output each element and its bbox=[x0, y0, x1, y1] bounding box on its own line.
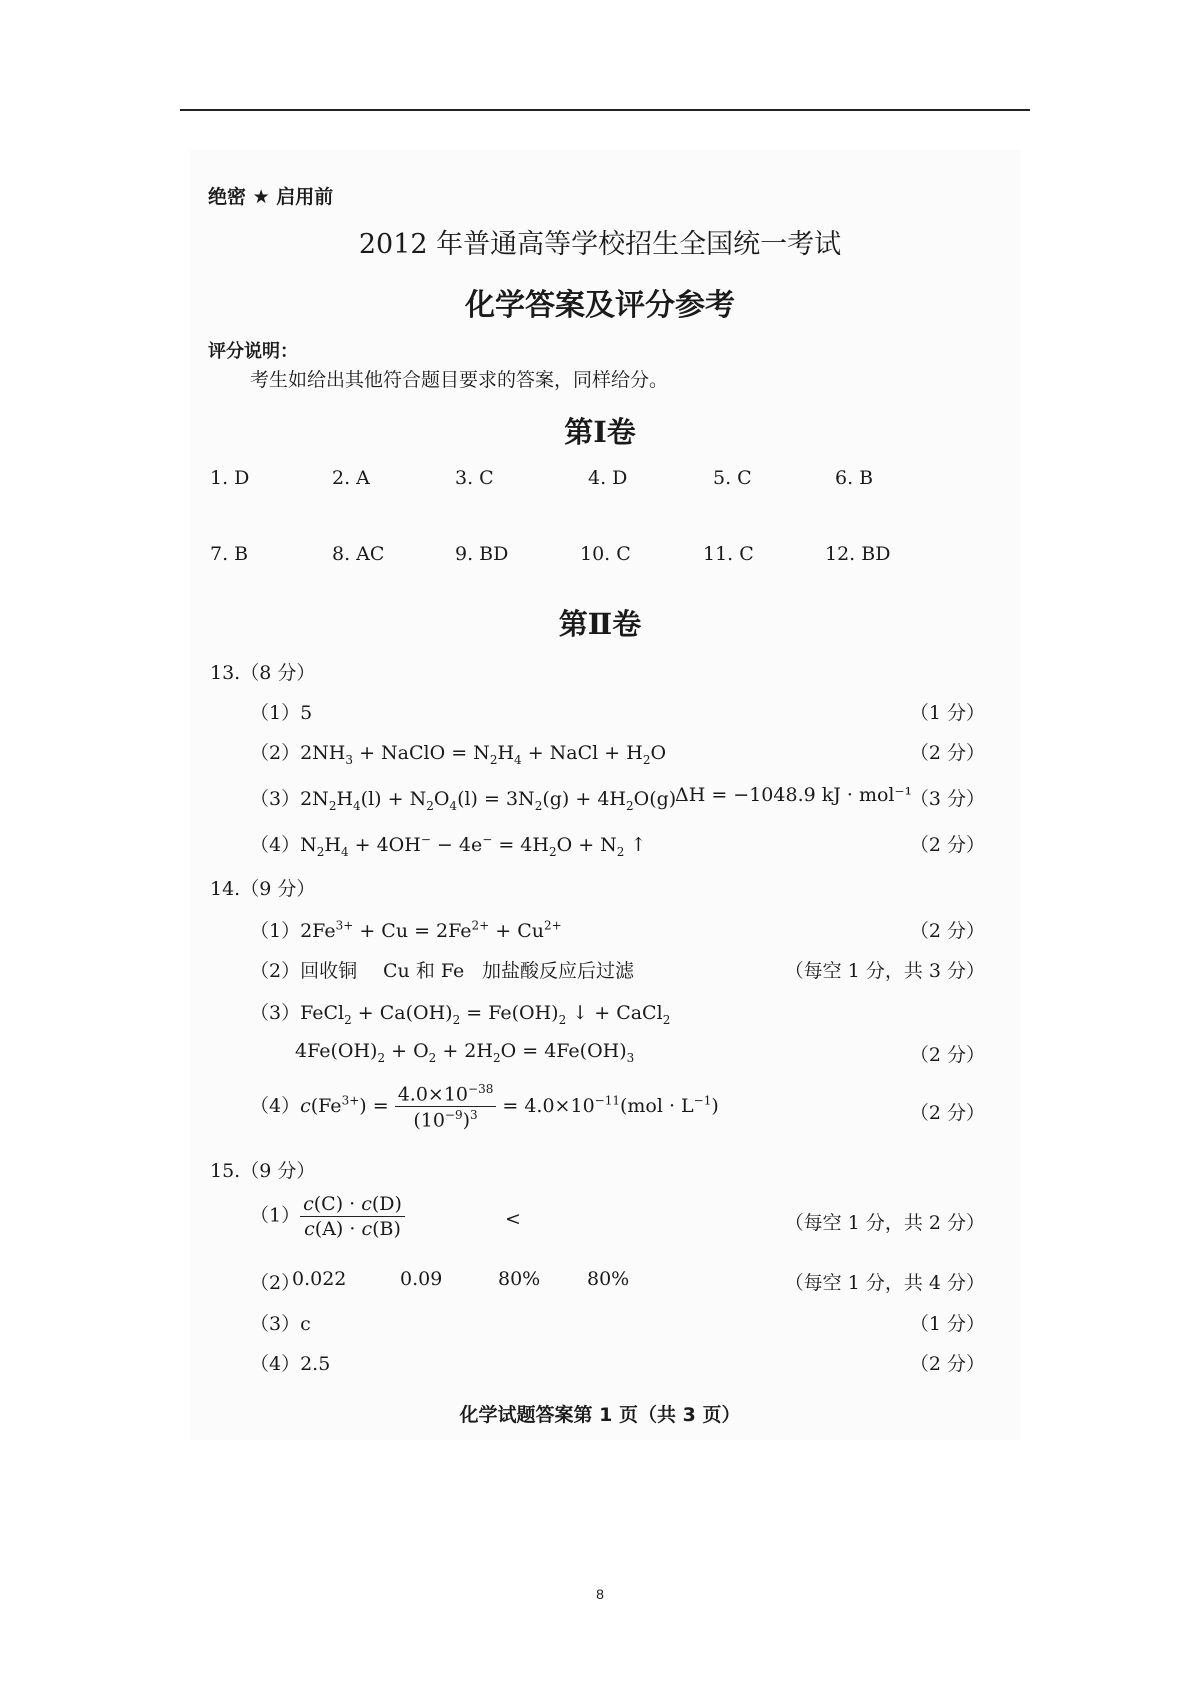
q14-s4-points: （2 分） bbox=[909, 1102, 985, 1124]
q15-s2-points: （每空 1 分，共 4 分） bbox=[784, 1272, 985, 1294]
mc-answer: 4. D bbox=[588, 467, 628, 489]
q13-s4-points: （2 分） bbox=[909, 834, 985, 856]
q15-s2-value: 80% bbox=[587, 1268, 630, 1290]
mc-answer: 8. AC bbox=[332, 543, 385, 565]
q15-s4-points: （2 分） bbox=[909, 1353, 985, 1375]
volume1-title: 第Ⅰ卷 bbox=[564, 415, 636, 449]
mc-answer: 10. C bbox=[580, 543, 631, 565]
q15-s4: （4）2.5 bbox=[250, 1353, 331, 1375]
mc-answer: 2. A bbox=[332, 467, 370, 489]
q15-s3: （3）c bbox=[250, 1313, 311, 1335]
q15-head: 15.（9 分） bbox=[210, 1160, 316, 1182]
q14-s3-line1: （3）FeCl$_2$ + $Ca(OH)_2 = Fe(OH)_2$ ↓ + CaCl$_2$ bbox=[250, 1002, 671, 1027]
q14-s2-points: （每空 1 分，共 3 分） bbox=[784, 960, 985, 982]
exam-title: 2012 年普通高等学校招生全国统一考试 bbox=[358, 229, 842, 260]
secret-label: 绝密 ★ 启用前 bbox=[208, 186, 334, 208]
mc-answer: 1. D bbox=[210, 467, 250, 489]
q14-head: 14.（9 分） bbox=[210, 878, 316, 900]
q14-s2: （2）回收铜 bbox=[250, 960, 358, 982]
q14-s4: $(4)c(Fe^{3+})$ = $\frac{4.0\times 10^{-38}}{(10^{-9})^3}$ = $4.0\times 10^{-11}(mol \cdot L^{-1})$ bbox=[250, 1082, 719, 1132]
doc-title: 化学答案及评分参考 bbox=[465, 288, 735, 323]
q15-s2-label: （2） bbox=[250, 1272, 301, 1294]
q13-s3: $(3)2N_2H_4(l) + N_2O_4(l) = 3N_2(g) + 4H_2O(g)$ bbox=[250, 788, 677, 813]
q15-s2-value: 80% bbox=[498, 1268, 541, 1290]
page-number: 8 bbox=[596, 1586, 604, 1602]
q15-s3-points: （1 分） bbox=[909, 1313, 985, 1335]
q13-s4: $(4)N_2H_4 + 4OH^- - 4e^- = 4H_2O + N_2$ ↑ bbox=[250, 832, 647, 859]
q14-s4-fraction: $\frac{4.0\times 10^{-38}}{(10^{-9})^3}$ bbox=[395, 1082, 497, 1132]
top-rule bbox=[180, 109, 1030, 111]
mc-answer: 12. BD bbox=[825, 543, 891, 565]
q13-s2: $(2)2NH_3$ + NaClO = $N_2H_4$ + NaCl + $H_2O$ bbox=[250, 742, 667, 767]
q15-s2-value: 0.09 bbox=[400, 1268, 443, 1290]
q13-s3-points: （3 分） bbox=[909, 788, 985, 810]
mc-answer: 3. C bbox=[455, 467, 494, 489]
scoring-note-label: 评分说明： bbox=[208, 341, 298, 362]
page-footer: 化学试题答案第 1 页（共 3 页） bbox=[459, 1404, 741, 1426]
q15-s1-fraction: $\frac{c(C) \cdot c(D)}{c(A) \cdot c(B)}$ bbox=[300, 1193, 405, 1240]
q14-s2-b: Cu 和 Fe bbox=[383, 960, 465, 982]
q14-s3-line2: $4Fe(OH)_2 + O_2 + 2H_2O = 4Fe(OH)_3$ bbox=[295, 1040, 635, 1065]
volume2-title: 第Ⅱ卷 bbox=[558, 607, 642, 641]
q15-s1-less-than: < bbox=[505, 1208, 521, 1230]
q14-s3-points: （2 分） bbox=[909, 1044, 985, 1066]
q13-s1: （1）5 bbox=[250, 702, 313, 724]
mc-answer: 5. C bbox=[713, 467, 752, 489]
mc-answer: 9. BD bbox=[455, 543, 509, 565]
q13-head: 13.（8 分） bbox=[210, 662, 316, 684]
q13-s2-points: （2 分） bbox=[909, 742, 985, 764]
scoring-note-text: 考生如给出其他符合题目要求的答案，同样给分。 bbox=[250, 369, 669, 391]
q14-s1-points: （2 分） bbox=[909, 920, 985, 942]
mc-answer: 7. B bbox=[210, 543, 249, 565]
q13-s1-points: （1 分） bbox=[909, 702, 985, 724]
q13-s3-enthalpy: ΔH = −1048.9 kJ · mol⁻¹ bbox=[675, 784, 913, 806]
q15-s1: （1） $\frac{c(C) \cdot c(D)}{c(A) \cdot c(B)}$ bbox=[250, 1193, 405, 1240]
q14-s1: $(1)2Fe^{3+} + Cu = 2Fe^{2+} + Cu^{2+}$ bbox=[250, 918, 562, 942]
q15-s2-value: 0.022 bbox=[292, 1268, 347, 1290]
mc-answer: 6. B bbox=[835, 467, 874, 489]
mc-answer: 11. C bbox=[703, 543, 754, 565]
q15-s1-points: （每空 1 分，共 2 分） bbox=[784, 1212, 985, 1234]
q14-s2-c: 加盐酸反应后过滤 bbox=[482, 960, 635, 982]
